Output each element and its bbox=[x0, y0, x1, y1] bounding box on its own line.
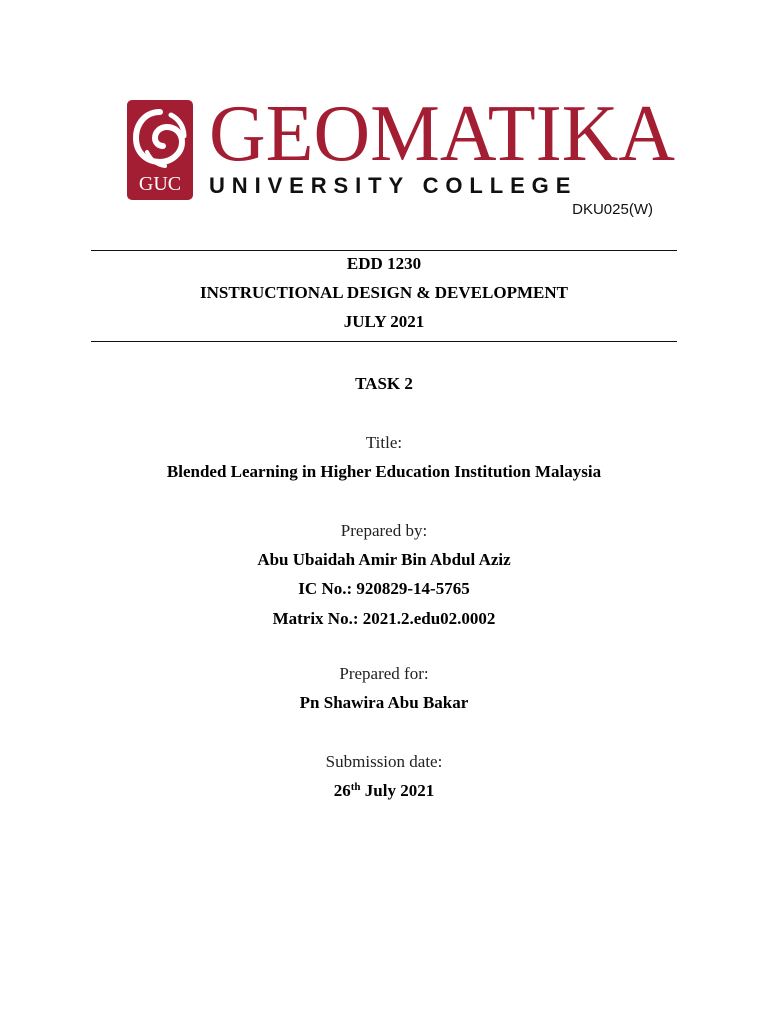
guc-emblem-icon bbox=[127, 100, 193, 200]
prepared-by-label: Prepared by: bbox=[340, 521, 428, 540]
course-name: INSTRUCTIONAL DESIGN & DEVELOPMENT bbox=[200, 283, 568, 302]
lecturer-name: Pn Shawira Abu Bakar bbox=[299, 693, 469, 712]
emblem-text: GUC bbox=[138, 173, 182, 195]
logo-subline: UNIVERSITY COLLEGE bbox=[209, 173, 578, 198]
submission-label: Submission date: bbox=[325, 752, 443, 771]
document-title: Blended Learning in Higher Education Institution Malaysia bbox=[166, 462, 602, 481]
prepared-for-label: Prepared for: bbox=[339, 664, 429, 683]
course-code: EDD 1230 bbox=[346, 254, 422, 273]
divider-bottom bbox=[91, 341, 677, 342]
submission-day: 26 bbox=[333, 781, 351, 800]
university-logo bbox=[127, 90, 676, 220]
title-label: Title: bbox=[365, 433, 403, 452]
submission-date bbox=[0, 781, 768, 801]
matrix-number: Matrix No.: 2021.2.edu02.0002 bbox=[272, 609, 496, 628]
divider-top bbox=[91, 250, 677, 251]
student-name: Abu Ubaidah Amir Bin Abdul Aziz bbox=[257, 550, 511, 569]
registration-code: DKU025(W) bbox=[572, 201, 653, 218]
submission-month-year: July 2021 bbox=[360, 781, 435, 800]
course-session: JULY 2021 bbox=[343, 312, 425, 331]
submission-day-suffix: th bbox=[350, 781, 361, 793]
logo-wordmark: GEOMATIKA bbox=[209, 90, 676, 178]
ic-number: IC No.: 920829-14-5765 bbox=[298, 579, 470, 598]
task-number: TASK 2 bbox=[355, 374, 413, 393]
